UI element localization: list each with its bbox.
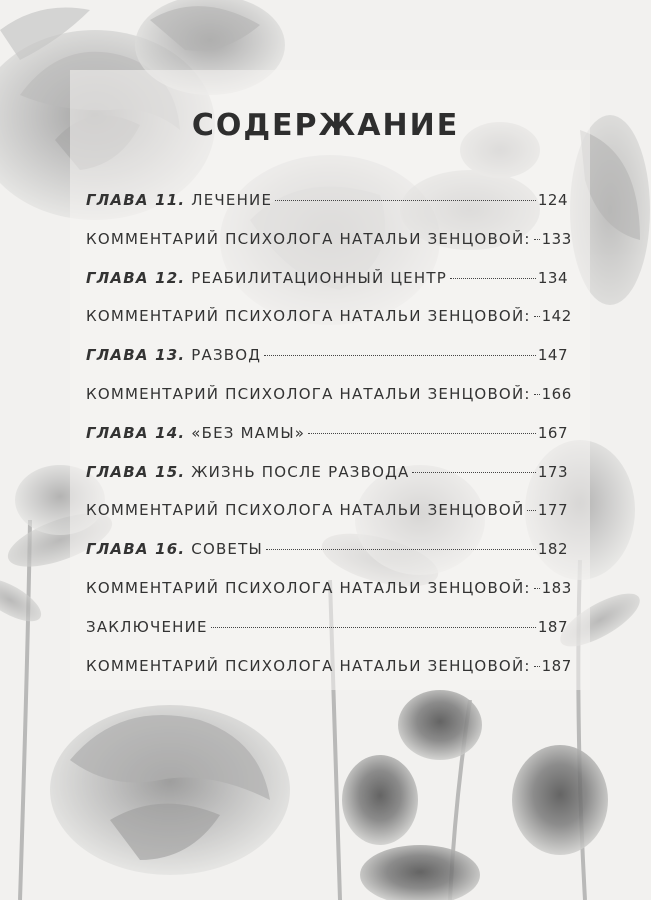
- dot-leader: [527, 510, 535, 511]
- chapter-number: ГЛАВА 11.: [86, 191, 186, 209]
- entry-title: КОММЕНТАРИЙ ПСИХОЛОГА НАТАЛЬИ ЗЕНЦОВОЙ:: [86, 578, 531, 597]
- chapter-number: ГЛАВА 13.: [86, 346, 186, 365]
- dot-leader: [412, 472, 535, 473]
- toc-entry: [86, 307, 572, 346]
- dot-leader: [450, 278, 536, 279]
- dot-leader: [534, 239, 540, 240]
- dot-leader: [275, 200, 536, 201]
- page-number: 124: [537, 191, 568, 209]
- entry-title: «БЕЗ МАМЫ»: [191, 423, 306, 442]
- toc-entry: [86, 501, 568, 540]
- toc-entry: [86, 578, 572, 618]
- dot-leader: [534, 394, 540, 395]
- page-number: 142: [541, 307, 572, 326]
- dot-leader: [308, 433, 536, 434]
- toc-entry: [86, 269, 568, 308]
- entry-title: СОВЕТЫ: [191, 540, 263, 559]
- page-title: СОДЕРЖАНИЕ: [191, 108, 460, 144]
- page-number: 187: [541, 656, 572, 675]
- page-number: 167: [537, 423, 568, 442]
- chapter-number: ГЛАВА 16.: [86, 540, 186, 559]
- page-number: 173: [537, 462, 568, 481]
- dot-leader: [264, 355, 536, 356]
- entry-title: ЗАКЛЮЧЕНИЕ: [86, 617, 208, 636]
- toc-entry: [86, 229, 572, 269]
- entry-title: РАЗВОД: [191, 346, 262, 365]
- dot-leader: [266, 549, 536, 550]
- toc-entry: [86, 618, 568, 657]
- dot-leader: [534, 666, 540, 667]
- dot-leader: [534, 588, 540, 589]
- page-number: 147: [537, 346, 568, 365]
- page-number: 177: [537, 501, 568, 520]
- entry-title: КОММЕНТАРИЙ ПСИХОЛОГА НАТАЛЬИ ЗЕНЦОВОЙ:: [86, 307, 531, 326]
- chapter-number: ГЛАВА 14.: [86, 423, 186, 442]
- toc-entry: [86, 540, 568, 579]
- page-number: 134: [537, 268, 568, 287]
- toc-entry: [86, 346, 568, 385]
- toc-entry: [86, 384, 572, 424]
- page-number: 133: [541, 229, 572, 248]
- toc-entry: [86, 463, 568, 502]
- toc-entry: [86, 656, 572, 696]
- chapter-number: ГЛАВА 15.: [86, 462, 186, 481]
- entry-title: ЖИЗНЬ ПОСЛЕ РАЗВОДА: [191, 462, 410, 481]
- page-number: 183: [541, 578, 572, 597]
- chapter-number: ГЛАВА 12.: [86, 268, 186, 287]
- entry-title: КОММЕНТАРИЙ ПСИХОЛОГА НАТАЛЬИ ЗЕНЦОВОЙ:: [86, 229, 531, 248]
- entry-title: ЛЕЧЕНИЕ: [191, 191, 273, 209]
- entry-title: РЕАБИЛИТАЦИОННЫЙ ЦЕНТР: [191, 268, 447, 287]
- dot-leader: [534, 316, 540, 317]
- entry-title: КОММЕНТАРИЙ ПСИХОЛОГА НАТАЛЬИ ЗЕНЦОВОЙ:: [86, 384, 531, 403]
- page-number: 187: [537, 617, 568, 636]
- dot-leader: [211, 627, 536, 628]
- toc-entry: [86, 191, 568, 230]
- page-number: 182: [537, 540, 568, 559]
- table-of-contents: [86, 191, 572, 695]
- entry-title: КОММЕНТАРИЙ ПСИХОЛОГА НАТАЛЬИ ЗЕНЦОВОЙ: [86, 501, 525, 520]
- toc-entry: [86, 424, 568, 463]
- entry-title: КОММЕНТАРИЙ ПСИХОЛОГА НАТАЛЬИ ЗЕНЦОВОЙ:: [86, 656, 531, 675]
- page-number: 166: [541, 384, 572, 403]
